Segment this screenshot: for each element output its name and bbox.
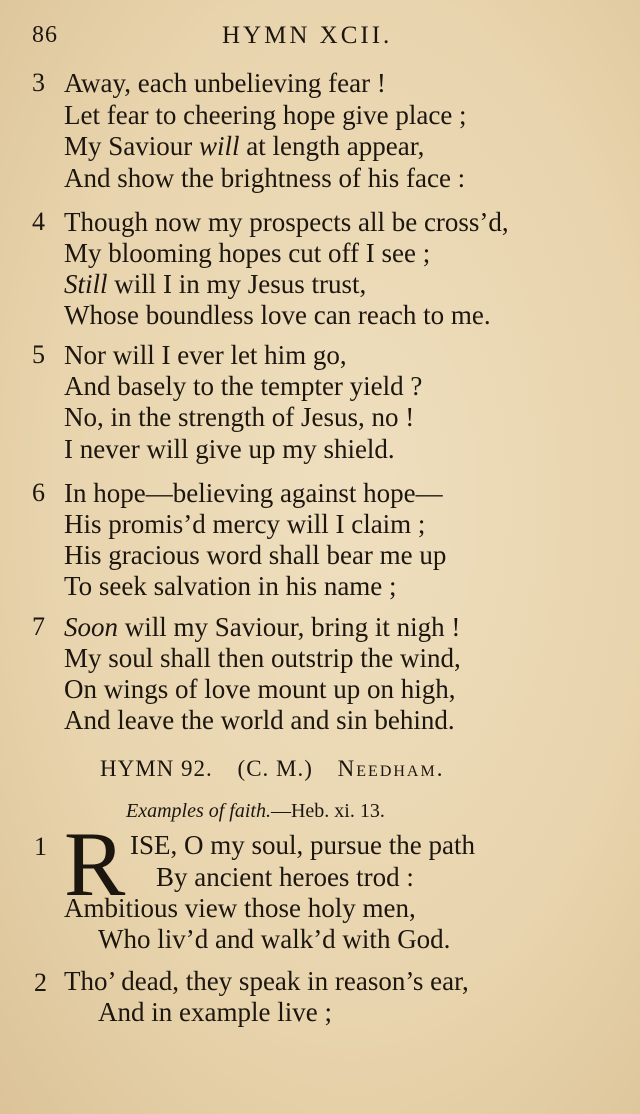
verse-line: His gracious word shall bear me up [64,540,447,570]
verse-line: ISE, O my soul, pursue the path [130,830,475,860]
verse-line: And show the brightness of his face : [64,163,466,193]
hymn-heading [100,756,462,782]
page-number: 86 [32,22,58,48]
verse-line [64,269,366,300]
verse-line: Though now my prospects all be cross’d, [64,207,509,237]
verse-line: And in example live ; [98,997,332,1027]
verse-line [64,131,424,162]
hymn-tune: Needham. [337,756,445,781]
verse-line: No, in the strength of Jesus, no ! [64,402,415,432]
italic-word: Still [64,269,108,299]
verse-line: And basely to the tempter yield ? [64,371,423,401]
verse-text: My Saviour [64,131,199,161]
verse-text: will my Saviour, bring it nigh ! [118,612,461,642]
stanza-number: 4 [32,207,45,236]
verse-line: Let fear to cheering hope give place ; [64,100,467,130]
stanza-number: 6 [32,478,45,507]
verse-line: On wings of love mount up on high, [64,674,456,704]
verse-line: Ambitious view those holy men, [64,893,416,923]
verse-line: His promis’d mercy will I claim ; [64,509,426,539]
hymn-meter: (C. M.) [237,756,313,781]
verse-line: Tho’ dead, they speak in reason’s ear, [64,966,469,996]
page-header [0,22,640,58]
verse-line: In hope—believing against hope— [64,478,443,508]
stanza-number: 3 [32,68,45,97]
stanza-number: 7 [32,612,45,641]
italic-word: Soon [64,612,118,642]
verse-text: at length appear, [239,131,425,161]
running-title: HYMN XCII. [222,22,393,49]
stanza-number: 2 [34,968,47,997]
stanza-number: 1 [34,832,47,861]
verse-text: will I in my Jesus trust, [107,269,367,299]
scripture-reference: —Heb. xi. 13. [270,800,385,822]
verse-line [64,612,460,643]
hymn-subtitle [126,800,385,823]
verse-line: And leave the world and sin behind. [64,705,455,735]
verse-line: My soul shall then outstrip the wind, [64,643,461,673]
verse-line: Nor will I ever let him go, [64,340,347,370]
verse-line: By ancient heroes trod : [156,862,414,892]
verse-line: Away, each unbelieving fear ! [64,68,386,98]
drop-cap: R [64,813,126,915]
stanza-number: 5 [32,340,45,369]
verse-line: Whose boundless love can reach to me. [64,300,491,330]
verse-line: I never will give up my shield. [64,434,395,464]
italic-word: will [199,131,240,161]
verse-line: To seek salvation in his name ; [64,571,397,601]
hymn-title: HYMN 92. [100,756,213,781]
verse-line: Who liv’d and walk’d with God. [98,924,451,954]
subtitle-theme: Examples of faith. [126,800,271,822]
verse-line: My blooming hopes cut off I see ; [64,238,431,268]
